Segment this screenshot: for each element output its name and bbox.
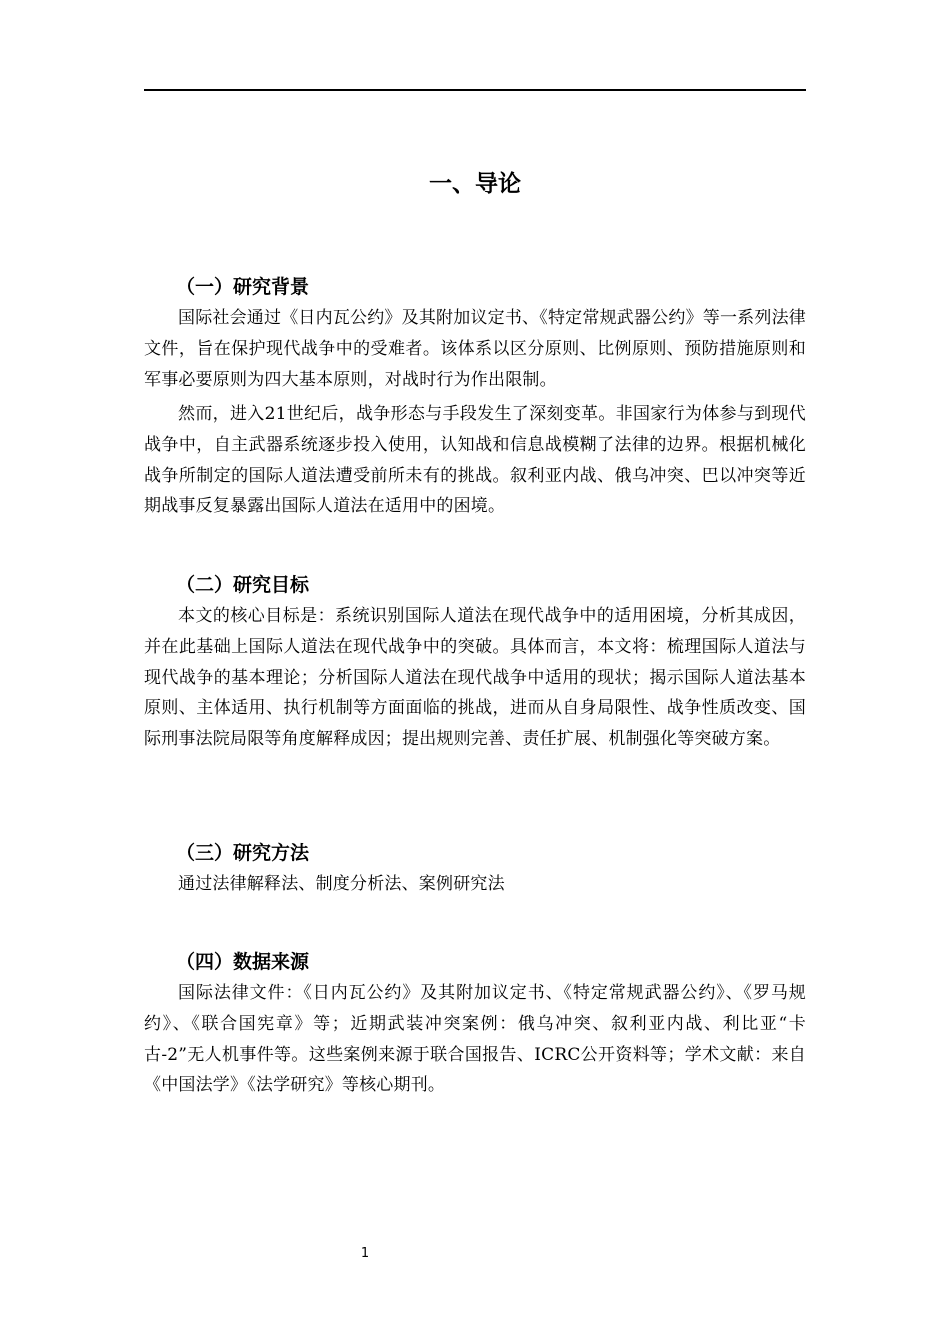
paragraph-background-1: 国际社会通过《日内瓦公约》及其附加议定书、《特定常规武器公约》等一系列法律文件，旨在保护现代战争中的受难者。该体系以区分原则、比例原则、预防措施原则和军事必要原则为四大基本原则，对战时行为作出限制。 [144,308,806,390]
paragraph-objectives: 本文的核心目标是：系统识别国际人道法在现代战争中的适用困境，分析其成因，并在此基础上国际人道法在现代战争中的突破。具体而言，本文将：梳理国际人道法与现代战争的基本理论；分析国际人道法在现代战争中适用的现状；揭示国际人道法基本原则、主体适用、执行机制等方面面临的挑战，进而从自身局限性、战争性质改变、国际刑事法院局限等角度解释成因；提出规则完善、责任扩展、机制强化等突破方案。 [144,606,806,750]
section-heading-objectives: （二）研究目标 [176,574,310,596]
paragraph-background-2: 然而，进入21世纪后，战争形态与手段发生了深刻变革。非国家行为体参与到现代战争中，自主武器系统逐步投入使用，认知战和信息战模糊了法律的边界。根据机械化战争所制定的国际人道法遭受前所未有的挑战。叙利亚内战、俄乌冲突、巴以冲突等近期战事反复暴露出国际人道法在适用中的困境。 [144,404,806,517]
paragraph-methods: 通过法律解释法、制度分析法、案例研究法 [178,874,505,894]
header-rule [144,89,806,91]
section-heading-background: （一）研究背景 [176,276,310,298]
chapter-title: 一、导论 [429,171,521,197]
page-number: 1 [360,1246,370,1261]
section-heading-data-sources: （四）数据来源 [176,951,310,973]
paragraph-data-sources: 国际法律文件：《日内瓦公约》及其附加议定书、《特定常规武器公约》、《罗马规约》、《联合国宪章》等；近期武装冲突案例：俄乌冲突、叙利亚内战、利比亚“卡古-2”无人机事件等。这些案例来源于联合国报告、ICRC公开资料等；学术文献：来自《中国法学》《法学研究》等核心期刊。 [144,983,806,1096]
section-heading-methods: （三）研究方法 [176,842,310,864]
